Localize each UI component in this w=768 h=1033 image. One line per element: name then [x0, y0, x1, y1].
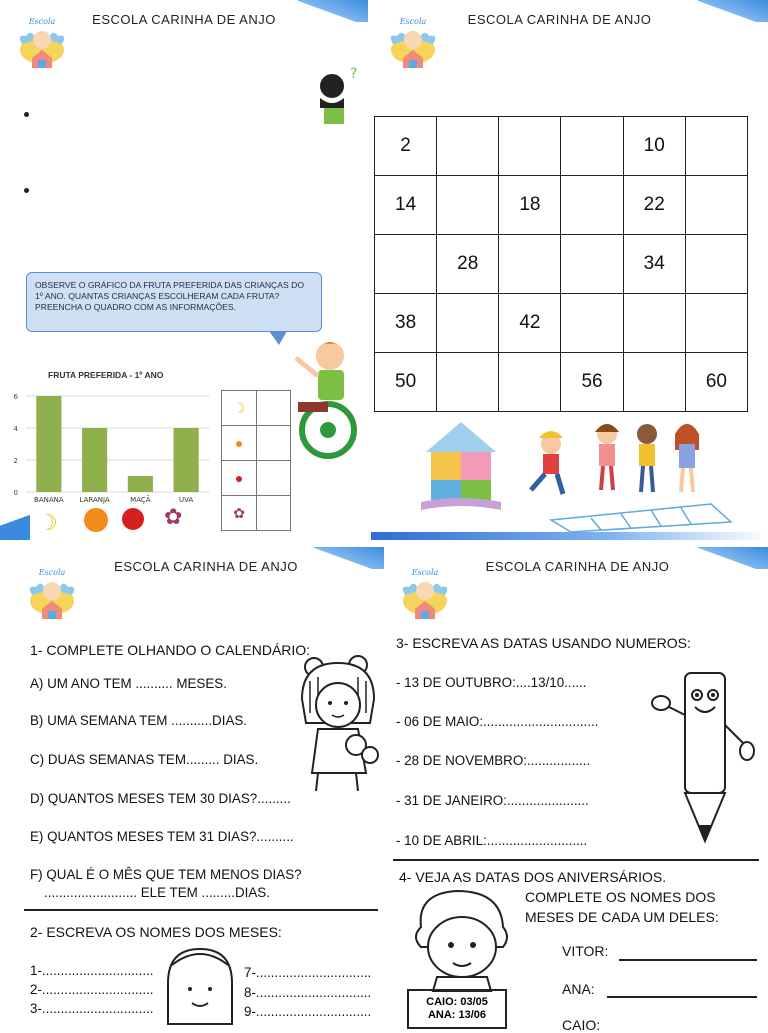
grid-cell[interactable]	[499, 235, 561, 294]
question-1-item-f: F) QUAL É O MÊS QUE TEM MENOS DIAS?	[30, 867, 302, 882]
question-1-title: 1- COMPLETE OLHANDO O CALENDÁRIO:	[30, 642, 311, 658]
birthday-date-ana: ANA: 13/06	[427, 1009, 487, 1021]
x-tick-label: MAÇÃ	[130, 496, 151, 504]
grid-cell[interactable]	[685, 117, 747, 176]
grid-cell[interactable]	[499, 353, 561, 412]
school-logo	[397, 565, 453, 627]
grape-icon: ✿	[222, 496, 257, 531]
boy-face-illustration	[160, 943, 240, 1024]
birthday-date-caio: CAIO: 03/05	[426, 996, 488, 1008]
bar-maçã	[128, 476, 153, 492]
svg-text:Escola: Escola	[28, 17, 56, 26]
question-1-item-a: A) UM ANO TEM .......... MESES.	[30, 676, 227, 691]
grape-answer-cell[interactable]	[257, 496, 291, 531]
apple-answer-cell[interactable]	[257, 461, 291, 496]
bullet-point	[24, 112, 29, 117]
grid-cell: 42	[499, 294, 561, 353]
corner-decoration	[0, 500, 30, 540]
question-4-title: 4- VEJA AS DATAS DOS ANIVERSÁRIOS.	[399, 869, 667, 885]
section-divider	[393, 859, 759, 861]
grid-cell[interactable]	[375, 235, 437, 294]
grape-icon: ✿	[164, 504, 183, 529]
grid-cell: 38	[375, 294, 437, 353]
svg-text:Escola: Escola	[38, 568, 66, 577]
grid-cell: 22	[623, 176, 685, 235]
grid-cell: 10	[623, 117, 685, 176]
number-grid	[374, 116, 748, 412]
svg-text:Escola: Escola	[411, 568, 439, 577]
x-tick-label: LARANJA	[79, 496, 110, 504]
month-line-7[interactable]: 7-...............................	[244, 965, 372, 980]
grid-row	[375, 176, 748, 235]
grid-cell[interactable]	[437, 294, 499, 353]
grid-cell: 50	[375, 353, 437, 412]
date-item-3[interactable]: - 28 DE NOVEMBRO:.................	[396, 753, 591, 768]
grid-cell[interactable]	[499, 117, 561, 176]
month-line-9[interactable]: 9-...............................	[244, 1004, 372, 1019]
grid-cell[interactable]	[437, 117, 499, 176]
grid-row	[375, 353, 748, 412]
date-item-1: - 13 DE OUTUBRO:....13/10......	[396, 675, 587, 690]
question-1-item-d: D) QUANTOS MESES TEM 30 DIAS?.........	[30, 791, 291, 806]
y-tick-label: 6	[13, 393, 18, 401]
answer-line-vitor[interactable]	[619, 959, 757, 961]
birthday-dates-box	[407, 989, 507, 1029]
grid-row	[375, 294, 748, 353]
apple-icon	[122, 508, 144, 530]
grid-row	[375, 235, 748, 294]
boy-wheelchair-illustration	[288, 332, 362, 460]
month-line-3[interactable]: 3-..............................	[30, 1001, 154, 1016]
girl-with-flowers-illustration	[296, 653, 382, 798]
y-tick-label: 4	[13, 425, 18, 433]
pencil-character-illustration	[649, 665, 759, 851]
chart-title: FRUTA PREFERIDA - 1º ANO	[48, 370, 164, 380]
date-item-5[interactable]: - 10 DE ABRIL:...........................	[396, 833, 588, 848]
grid-cell[interactable]	[685, 294, 747, 353]
bullet-point	[24, 188, 29, 193]
orange-answer-cell[interactable]	[257, 426, 291, 461]
y-tick-label: 0	[13, 489, 18, 497]
worksheet-page-2	[371, 0, 768, 540]
grid-cell[interactable]	[437, 353, 499, 412]
banana-icon: ☽	[222, 391, 257, 426]
grid-cell: 18	[499, 176, 561, 235]
worksheet-page-1	[0, 0, 368, 540]
orange-icon: ●	[222, 426, 257, 461]
x-tick-label: BANANA	[34, 496, 64, 504]
question-3-title: 3- ESCREVA AS DATAS USANDO NUMEROS:	[396, 635, 691, 651]
svg-text:Escola: Escola	[399, 17, 427, 26]
fruit-bar-chart	[4, 384, 214, 534]
answer-line-ana[interactable]	[607, 996, 757, 998]
question-1-item-b: B) UMA SEMANA TEM ...........DIAS.	[30, 713, 248, 728]
name-label-ana: ANA:	[562, 981, 595, 997]
grid-cell[interactable]	[561, 176, 623, 235]
bar-laranja	[82, 428, 107, 492]
bottom-stripe	[371, 532, 768, 540]
school-header: ESCOLA CARINHA DE ANJO	[114, 559, 298, 574]
worksheet-page-4	[387, 547, 768, 1033]
question-2-title: 2- ESCREVA OS NOMES DOS MESES:	[30, 924, 282, 940]
question-1-item-e: E) QUANTOS MESES TEM 31 DIAS?..........	[30, 829, 294, 844]
grid-row	[375, 117, 748, 176]
school-header: ESCOLA CARINHA DE ANJO	[485, 559, 670, 574]
school-header: ESCOLA CARINHA DE ANJO	[467, 12, 652, 27]
bar-uva	[174, 428, 199, 492]
child-face-illustration	[407, 887, 517, 991]
section-divider	[24, 909, 378, 911]
grid-cell: 28	[437, 235, 499, 294]
grid-cell[interactable]	[623, 294, 685, 353]
grid-cell[interactable]	[685, 235, 747, 294]
name-label-caio: CAIO:	[562, 1017, 601, 1033]
question-1-item-f-answer: ......................... ELE TEM .........DIAS.	[44, 885, 270, 900]
date-item-4[interactable]: - 31 DE JANEIRO:......................	[396, 793, 589, 808]
y-tick-label: 2	[13, 457, 18, 465]
school-logo	[24, 565, 80, 627]
grid-cell[interactable]	[437, 176, 499, 235]
month-line-2[interactable]: 2-..............................	[30, 982, 154, 997]
grid-cell[interactable]	[561, 117, 623, 176]
grid-cell: 60	[685, 353, 747, 412]
school-header: ESCOLA CARINHA DE ANJO	[92, 12, 276, 27]
grid-cell[interactable]	[685, 176, 747, 235]
orange-icon	[84, 508, 108, 532]
name-label-vitor: VITOR:	[562, 943, 609, 959]
banana-icon: ☽	[38, 510, 58, 535]
grid-cell: 2	[375, 117, 437, 176]
bar-banana	[36, 396, 61, 492]
month-line-1[interactable]: 1-..............................	[30, 963, 154, 978]
worksheet-page-3	[0, 547, 384, 1024]
month-line-8[interactable]: 8-...............................	[244, 985, 372, 1000]
question-1-item-c: C) DUAS SEMANAS TEM......... DIAS.	[30, 752, 259, 767]
date-item-2[interactable]: - 06 DE MAIO:...............................	[396, 714, 599, 729]
grid-cell[interactable]	[561, 235, 623, 294]
grid-cell: 14	[375, 176, 437, 235]
fruit-answer-table	[221, 390, 291, 531]
question-4-subtitle-2: MESES DE CADA UM DELES:	[525, 909, 719, 925]
apple-icon: ●	[222, 461, 257, 496]
grid-cell: 34	[623, 235, 685, 294]
instruction-bubble: OBSERVE O GRÁFICO DA FRUTA PREFERIDA DAS CRIANÇAS DO 1º ANO. QUANTAS CRIANÇAS ESCOLHERAM CADA FRUTA? PREENCHA O QUADRO COM AS INFORMAÇÕES.	[26, 272, 322, 332]
children-playing-illustration	[411, 410, 761, 535]
grid-cell: 56	[561, 353, 623, 412]
grid-cell[interactable]	[561, 294, 623, 353]
thinking-child-icon	[310, 64, 362, 126]
banana-answer-cell[interactable]	[257, 391, 291, 426]
grid-cell[interactable]	[623, 353, 685, 412]
question-4-subtitle-1: COMPLETE OS NOMES DOS	[525, 889, 716, 905]
x-tick-label: UVA	[178, 496, 194, 504]
svg-text:?: ?	[350, 66, 358, 82]
